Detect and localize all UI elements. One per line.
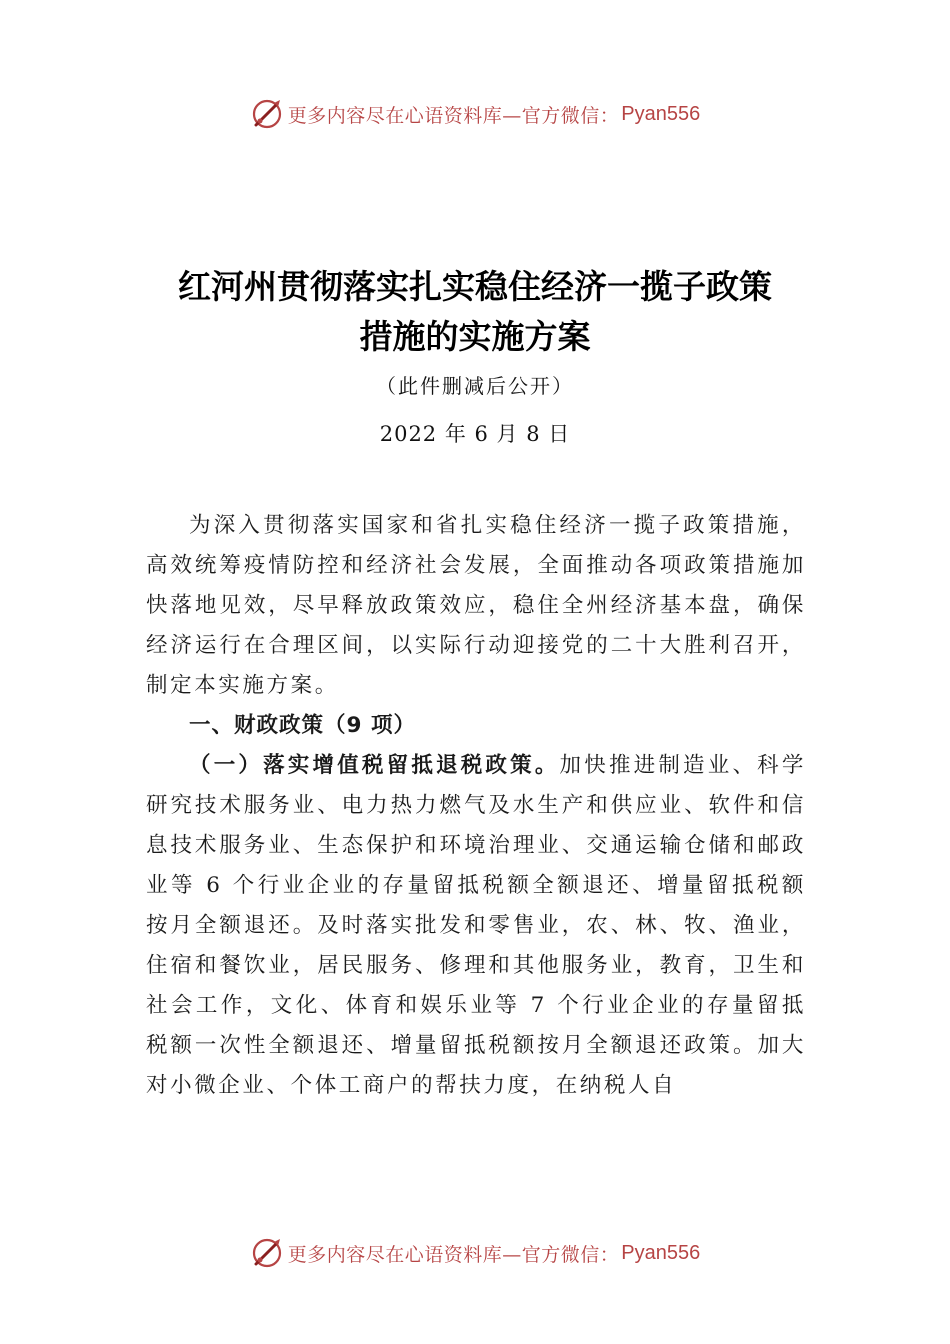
item-text: 加快推进制造业、科学研究技术服务业、电力热力燃气及水生产和供应业、软件和信息技术服务业、生态保护和环境治理业、交通运输仓储和邮政业等 6 个行业企业的存量留抵税额全额退还、增量留抵税额按月全额退还。及时落实批发和零售业，农、林、牧、渔业，住宿和餐饮业，居民服务、修理和其他服务业，教育，卫生和社会工作，文化、体育和娱乐业等 7 个行业企业的存量留抵税额一次性全额退还、增量留抵税额按月全额退还政策。加大对小微企业、个体工商户的帮扶力度，在纳税人自 bbox=[146, 753, 806, 1098]
banner-text: 更多内容尽在心语资料库—官方微信： bbox=[287, 1243, 620, 1266]
footer-banner bbox=[0, 1233, 950, 1273]
section-heading: 一、财政政策（9 项） bbox=[189, 713, 416, 738]
banner-wechat-id: Pyan556 bbox=[621, 102, 701, 125]
document-body bbox=[146, 506, 806, 1106]
document-date: 2022 年 6 月 8 日 bbox=[379, 422, 571, 446]
banner-text: 更多内容尽在心语资料库—官方微信： bbox=[287, 104, 620, 127]
brush-logo-icon bbox=[250, 97, 284, 131]
header-banner bbox=[0, 94, 950, 134]
intro-paragraph: 为深入贯彻落实国家和省扎实稳住经济一揽子政策措施，高效统筹疫情防控和经济社会发展，全面推动各项政策措施加快落地见效，尽早释放政策效应，稳住全州经济基本盘，确保经济运行在合理区间，以实际行动迎接党的二十大胜利召开，制定本实施方案。 bbox=[146, 513, 806, 698]
publication-note: （此件删减后公开） bbox=[376, 374, 574, 398]
page-title-line-1: 红河州贯彻落实扎实稳住经济一揽子政策 bbox=[178, 267, 772, 306]
banner-wechat-id: Pyan556 bbox=[621, 1241, 701, 1264]
brush-logo-icon bbox=[250, 1236, 284, 1270]
item-paragraph bbox=[146, 746, 806, 1106]
item-lead: （一）落实增值税留抵退税政策。 bbox=[189, 753, 560, 778]
page-title-line-2: 措施的实施方案 bbox=[359, 317, 591, 356]
